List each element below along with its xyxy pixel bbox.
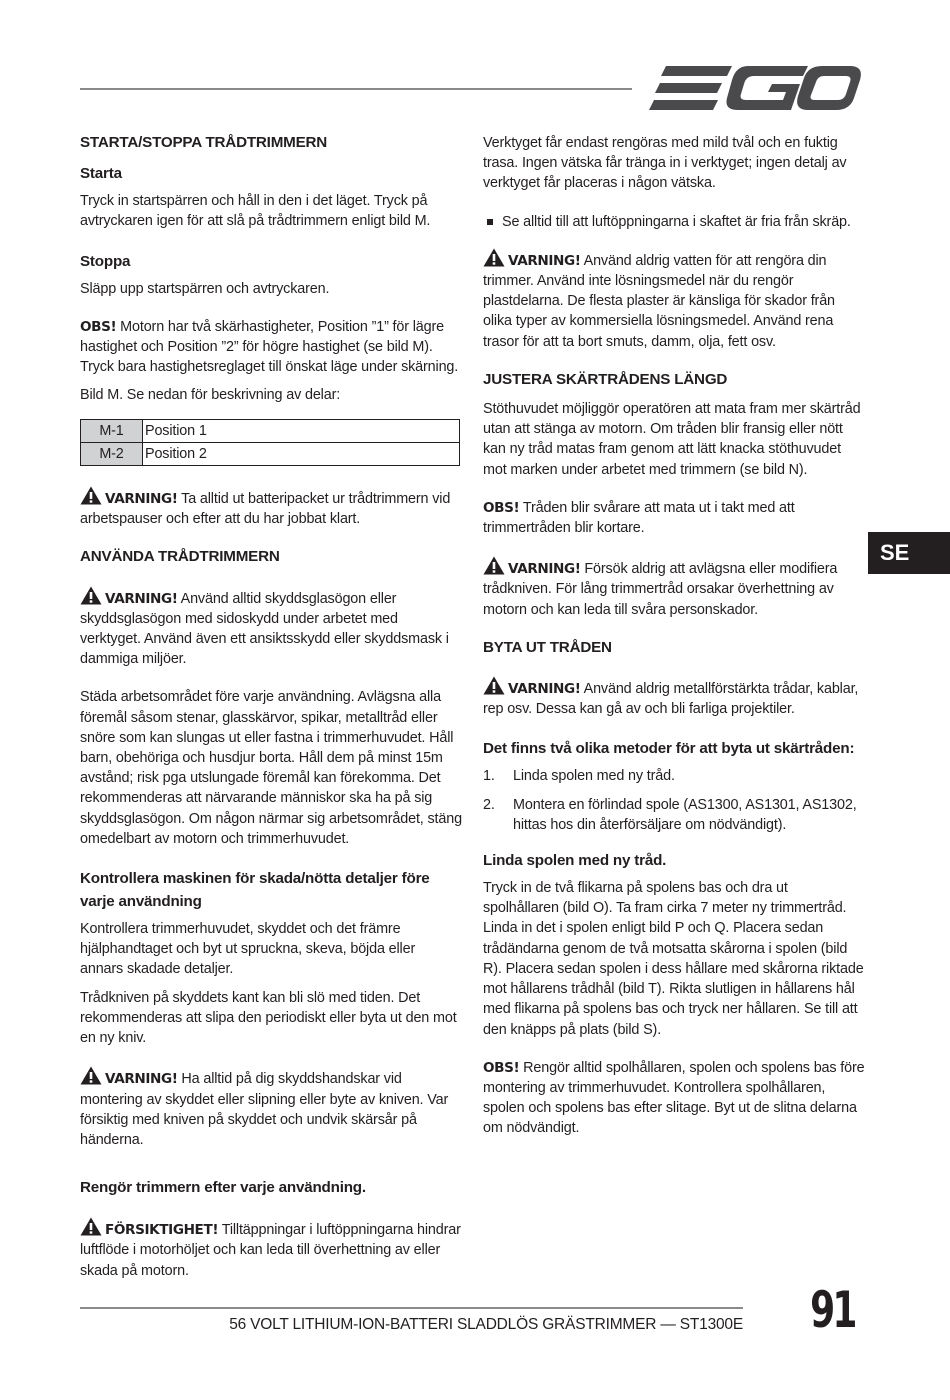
list-number: 1.: [483, 768, 495, 785]
part-description: Position 2: [143, 442, 460, 465]
table-row: [81, 419, 460, 442]
caution-keyword: FÖRSIKTIGHET!: [105, 1222, 219, 1239]
part-code: M-1: [81, 419, 143, 442]
warning-paragraph: [80, 586, 462, 670]
note-paragraph: [483, 498, 865, 538]
warning-text: Ha alltid på dig skyddshandskar vid montering av skyddet eller slipning eller byte av kniven. Var försiktig med kniven på skyddet och undvik skärsår på händerna.: [80, 1071, 449, 1148]
table-row: [81, 442, 460, 465]
list-text: Montera en förlindad spole (AS1300, AS1301, AS1302, hittas hos din återförsäljare om nödvändigt).: [513, 796, 857, 833]
subheading-stoppa: Stoppa: [80, 252, 131, 270]
note-keyword: OBS!: [483, 1059, 520, 1076]
warning-keyword: VARNING!: [105, 1071, 178, 1088]
warning-triangle-icon: [483, 676, 505, 695]
warning-keyword: VARNING!: [508, 252, 581, 269]
warning-keyword: VARNING!: [508, 681, 581, 698]
section-heading: ANVÄNDA TRÅDTRIMMERN: [80, 548, 280, 566]
warning-triangle-icon: [80, 486, 102, 505]
subheading-starta: Starta: [80, 165, 122, 183]
warning-keyword: VARNING!: [508, 561, 581, 578]
warning-paragraph: [483, 676, 865, 719]
note-keyword: OBS!: [483, 499, 520, 516]
page-number: 91: [810, 1281, 855, 1339]
paragraph: Släpp upp startspärren och avtryckaren.: [80, 280, 330, 297]
warning-paragraph: [80, 1066, 462, 1150]
paragraph: Tryck in de två flikarna på spolens bas och dra ut spolhållaren (bild O). Ta fram cirka 7 meter ny trimmertråd. Linda in det i spolen enligt bild P och Q. Placera sedan trådändarna genom de två motsatta skårorna i spolen (bild R). Placera sedan spolen i dess hållare med skårorna riktade mot hållarens trådhål (bild T). Rikta slutligen in hållarens hål med flikarna på spolens bas och tryck ner hållaren. Se till att den knäpps på plats (bild S).: [483, 880, 864, 1038]
list-number: 2.: [483, 796, 495, 813]
list-item: [483, 766, 865, 786]
note-text: Tråden blir svårare att mata ut i takt med att trimmertråden blir kortare.: [483, 499, 795, 537]
ego-logo: [648, 62, 862, 114]
warning-paragraph: [483, 248, 865, 352]
warning-text: Använd aldrig vatten för att rengöra din trimmer. Använd inte lösningsmedel när du rengör plastdelarna. De flesta plaster är känsliga för skador från olika typer av kommersiella lösningsmedel. Använd rena trasor för att ta bort smuts, damm, olja, fett osv.: [483, 252, 835, 350]
warning-triangle-icon: [80, 1066, 102, 1085]
note-text: Motorn har två skärhastigheter, Position ”1” för lägre hastighet och Position ”2” för högre hastighet (se bild M). Tryck bara hastighetsreglaget till önskat läge under skärning.: [80, 318, 459, 376]
list-item: [483, 795, 865, 835]
paragraph: Stöthuvudet möjliggör operatören att mata fram mer skärtråd utan att stänga av motorn. Om tråden blir fransig eller nött kan ny tråd matas fram genom att lätt knacka stöthuvudet mot marken under arbetet med trimmern (se bild N).: [483, 401, 861, 478]
warning-triangle-icon: [483, 556, 505, 575]
part-code: M-2: [81, 442, 143, 465]
paragraph: Bild M. Se nedan för beskrivning av delar:: [80, 387, 341, 404]
bullet-text: Se alltid till att luftöppningarna i skaftet är fria från skräp.: [502, 213, 851, 230]
paragraph: Kontrollera trimmerhuvudet, skyddet och det främre hjälphandtaget och byt ut spruckna, skeva, böjda eller annars skadade detaljer.: [80, 921, 416, 978]
note-paragraph: [483, 1058, 865, 1139]
right-column: [483, 133, 865, 1147]
warning-paragraph: [483, 556, 865, 620]
warning-triangle-icon: [483, 248, 505, 267]
note-text: Rengör alltid spolhållaren, spolen och spolens bas före montering av trimmerhuvudet. Kontrollera spolhållaren, spolen och spolens bas efter slitage. Byt ut de slitna delarna om nödvändigt.: [483, 1059, 865, 1137]
warning-paragraph: [80, 486, 462, 529]
header-rule: [80, 88, 632, 90]
warning-keyword: VARNING!: [105, 491, 178, 508]
footer-title: 56 VOLT LITHIUM-ION-BATTERI SLADDLÖS GRÄSTRIMMER — ST1300E: [229, 1316, 743, 1333]
method-list: [483, 766, 865, 835]
warning-text: Använd alltid skyddsglasögon eller skyddsglasögon med sidoskydd under arbetet med verktyget. Använd även ett ansiktsskydd eller skyddsmask i dammiga miljöer.: [80, 590, 449, 668]
warning-text: Ta alltid ut batteripacket ur trådtrimmern vid arbetspauser och efter att du har jobbat klart.: [80, 491, 451, 528]
subheading-rengor: Rengör trimmern efter varje användning.: [80, 1179, 366, 1197]
warning-text: Använd aldrig metallförstärkta trådar, kablar, rep osv. Dessa kan gå av och bli farliga projektiler.: [483, 681, 859, 718]
warning-triangle-icon: [80, 586, 102, 605]
warning-triangle-icon: [80, 1217, 102, 1236]
list-text: Linda spolen med ny tråd.: [513, 768, 675, 785]
bullet-item: [483, 212, 865, 232]
paragraph: Städa arbetsområdet före varje användning. Avlägsna alla föremål såsom stenar, glasskärvor, spikar, metalltråd eller snöre som kan slungas ut eller fastna i trimmerhuvudet. Håll barn, obehöriga och husdjur borta. Håll dem på minst 15m avstånd; risk pga utslungade föremål kan förekomma. Det rekommenderas att närvarande människor ska ha på sig skyddsglasögon. Om någon närmar sig arbetsområdet, stäng omedelbart av motorn och trimmerhuvudet.: [80, 689, 462, 847]
caution-text: Tilltäppningar i luftöppningarna hindrar luftflöde i motorhöljet och kan leda till överhettning av eller skada på motorn.: [80, 1222, 461, 1279]
footer-rule: [80, 1307, 743, 1309]
warning-text: Försök aldrig att avlägsna eller modifiera trådkniven. För lång trimmertråd orsakar överhettning av motorn och kan leda till svåra personskador.: [483, 561, 838, 618]
language-tab: SE: [868, 532, 950, 574]
paragraph: Verktyget får endast rengöras med mild tvål och en fuktig trasa. Ingen vätska får tränga in i verktyget; ingen detalj av verktyget får placeras i någon vätska.: [483, 135, 847, 192]
section-heading: BYTA UT TRÅDEN: [483, 638, 612, 656]
note-keyword: OBS!: [80, 318, 117, 335]
left-column: [80, 133, 462, 1289]
subheading-linda: Linda spolen med ny tråd.: [483, 852, 667, 870]
caution-paragraph: [80, 1217, 462, 1281]
warning-keyword: VARNING!: [105, 590, 178, 607]
section-heading: STARTA/STOPPA TRÅDTRIMMERN: [80, 134, 328, 151]
paragraph: Trådkniven på skyddets kant kan bli slö med tiden. Det rekommenderas att slipa den periodiskt eller byta ut den mot en ny kniv.: [80, 989, 457, 1047]
section-heading: JUSTERA SKÄRTRÅDENS LÄNGD: [483, 370, 728, 388]
subheading-kontrollera: Kontrollera maskinen för skada/nötta detaljer före varje användning: [80, 870, 430, 911]
paragraph: Tryck in startspärren och håll in den i det läget. Tryck på avtryckaren igen för att slå på trådtrimmern enligt bild M.: [80, 193, 431, 230]
note-paragraph: [80, 317, 462, 378]
subheading-metoder: Det finns två olika metoder för att byta ut skärtråden:: [483, 740, 855, 758]
parts-table: [80, 419, 460, 466]
part-description: Position 1: [143, 419, 460, 442]
bullet-square-icon: [487, 219, 493, 225]
